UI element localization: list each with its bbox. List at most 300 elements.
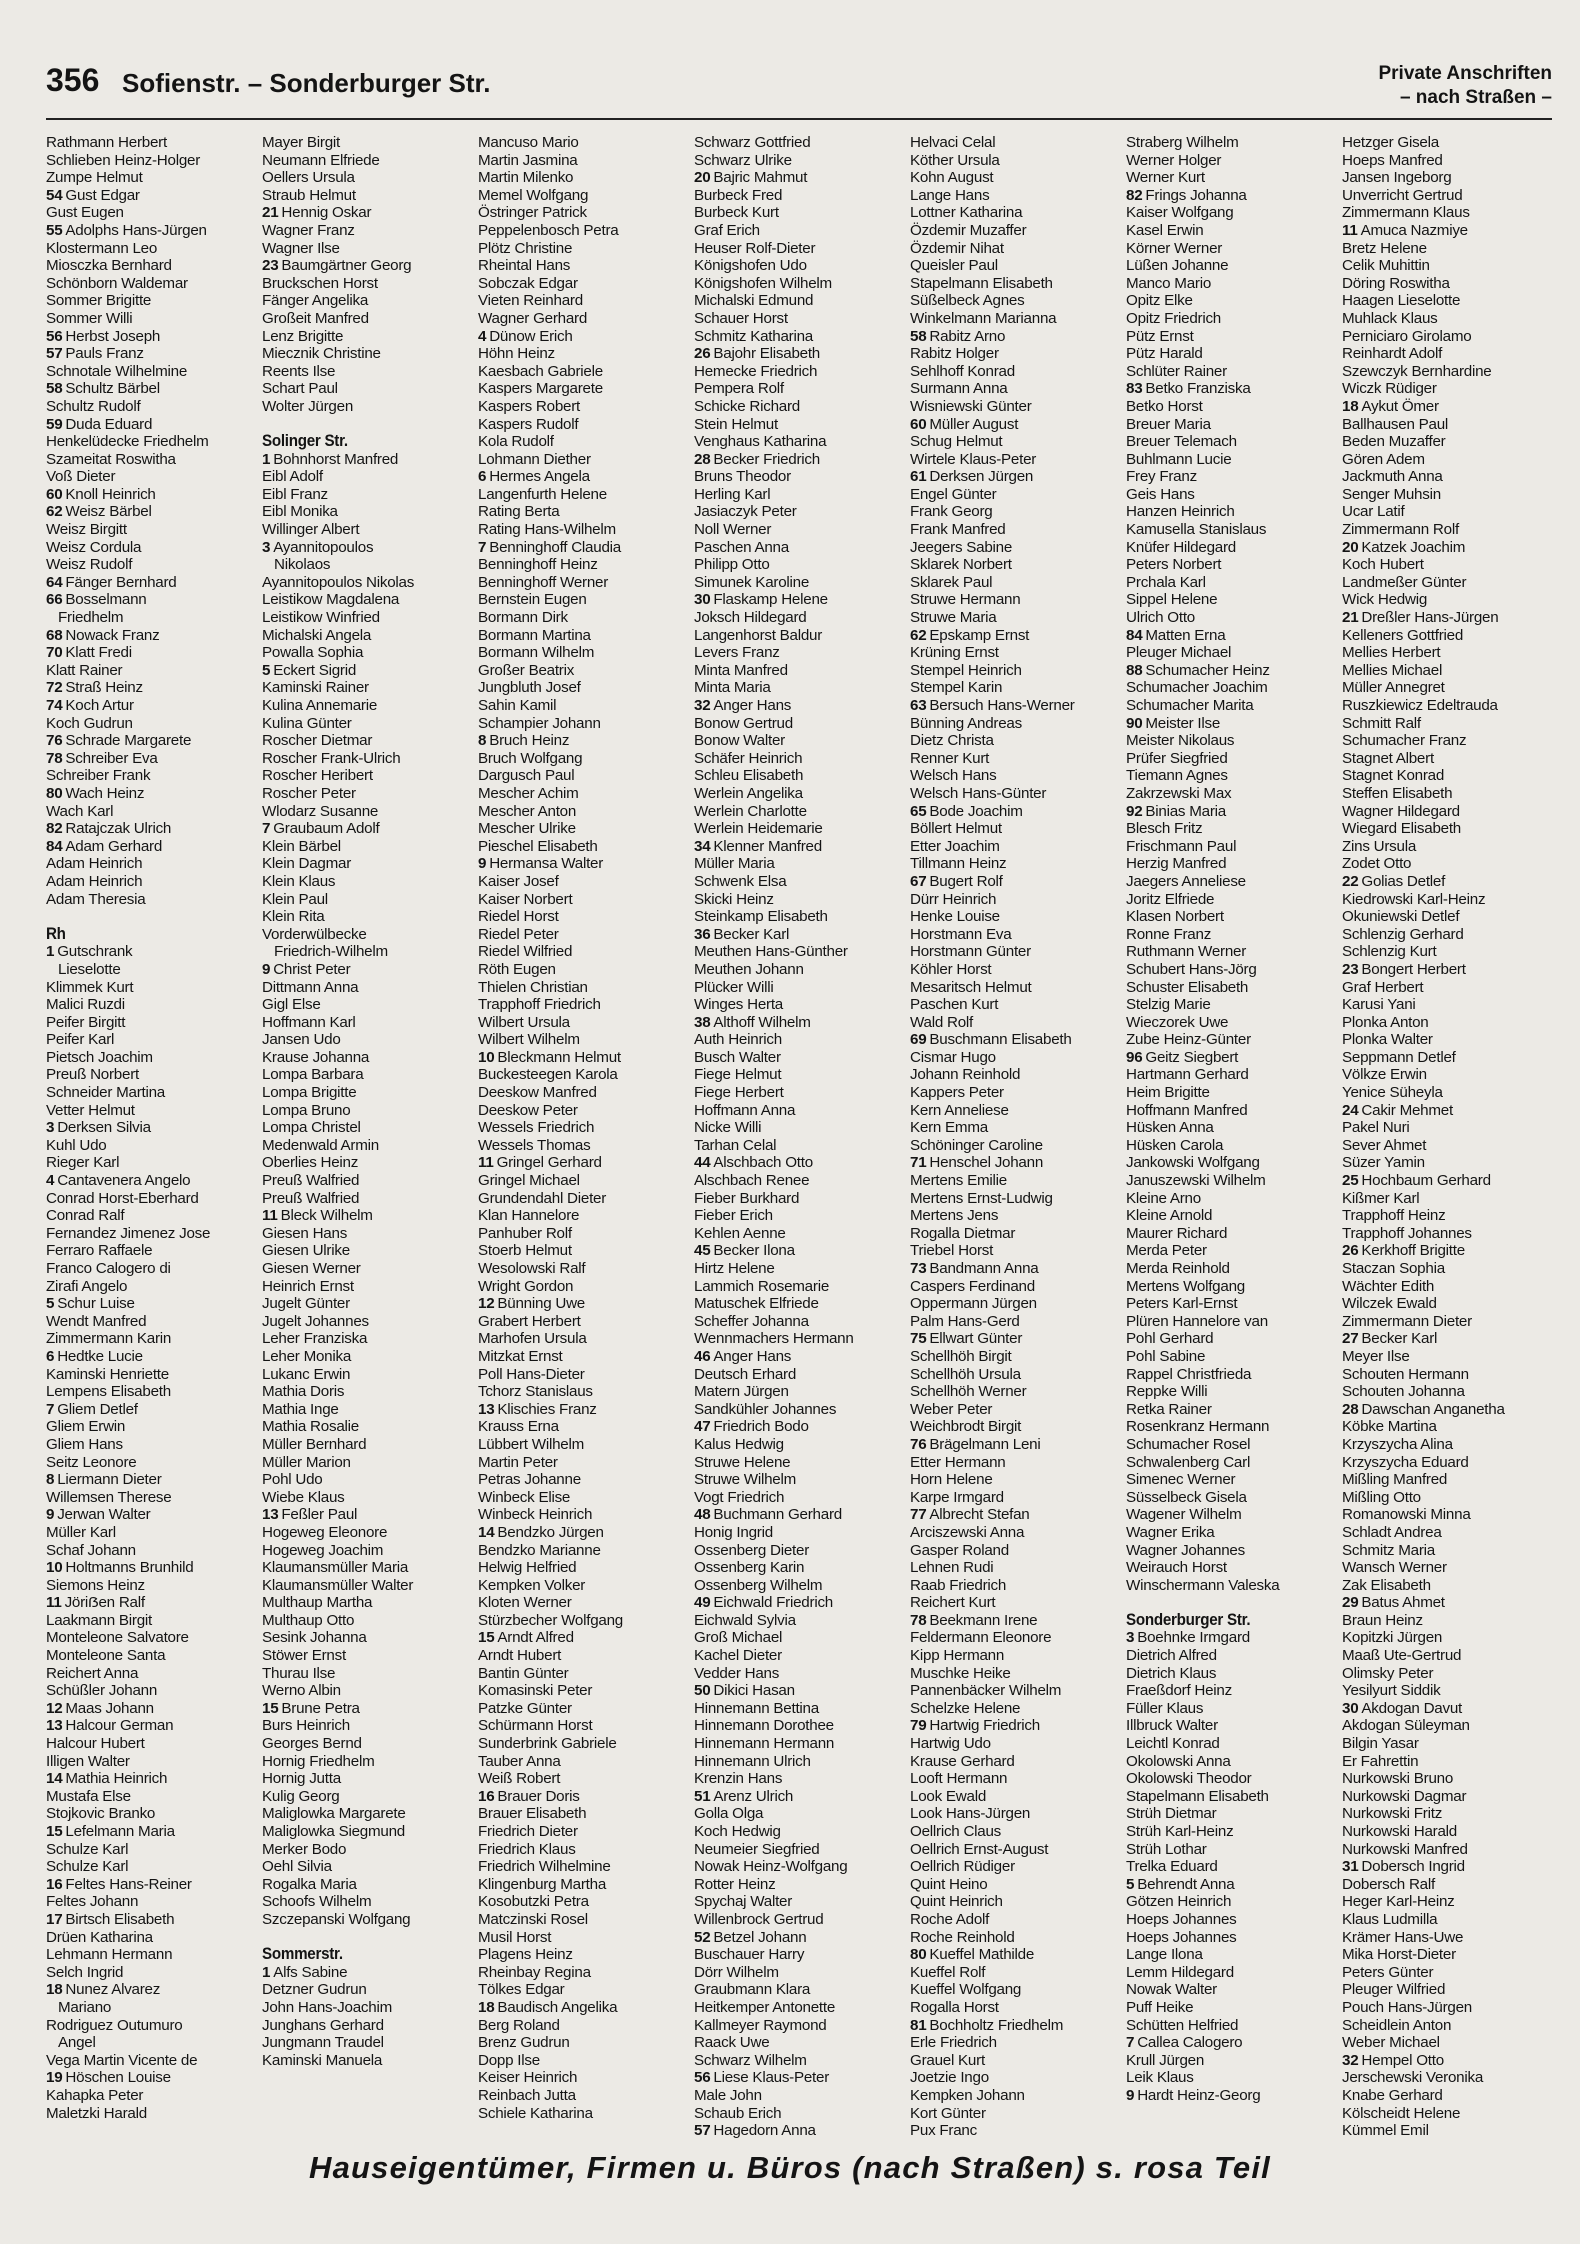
resident-entry xyxy=(478,521,690,539)
resident-name: Henke Louise xyxy=(910,908,1000,926)
resident-entry xyxy=(1342,1471,1554,1489)
resident-entry xyxy=(1126,1647,1338,1665)
resident-entry xyxy=(910,2087,1122,2105)
resident-name: Bendzko Marianne xyxy=(478,1541,601,1559)
resident-name: Mustafa Else xyxy=(46,1787,131,1805)
resident-name: Willenbrock Gertrud xyxy=(694,1910,824,1928)
resident-entry xyxy=(910,2052,1122,2070)
resident-entry xyxy=(1342,1172,1554,1190)
resident-entry xyxy=(1342,1682,1554,1700)
resident-entry xyxy=(1126,1964,1338,1982)
resident-entry xyxy=(1342,1665,1554,1683)
resident-entry xyxy=(910,275,1122,293)
resident-entry xyxy=(910,556,1122,574)
house-number: 34 xyxy=(694,837,711,855)
resident-name: Look Hans-Jürgen xyxy=(910,1805,1031,1823)
resident-entry xyxy=(478,134,690,152)
resident-entry xyxy=(694,1242,906,1260)
resident-entry xyxy=(1126,1559,1338,1577)
resident-name: Detzner Gudrun xyxy=(262,1981,367,1999)
resident-entry xyxy=(1126,240,1338,258)
resident-entry xyxy=(1342,2105,1554,2123)
house-number: 11 xyxy=(1342,221,1358,239)
resident-name: Kamusella Stanislaus xyxy=(1126,521,1267,539)
house-number: 52 xyxy=(694,1928,711,1946)
resident-name: Döring Roswitha xyxy=(1342,274,1450,292)
resident-entry xyxy=(1126,380,1338,398)
resident-name: Steinkamp Elisabeth xyxy=(694,908,828,926)
resident-name: Köbke Martina xyxy=(1342,1418,1437,1436)
resident-name: Becker Friedrich xyxy=(713,450,820,468)
resident-name: Schiele Katharina xyxy=(478,2104,593,2122)
resident-name: Rogalla Dietmar xyxy=(910,1224,1016,1242)
resident-entry xyxy=(694,152,906,170)
house-number: 70 xyxy=(46,644,63,662)
resident-entry xyxy=(478,1946,690,1964)
resident-name: Zimmermann Dieter xyxy=(1342,1312,1472,1330)
resident-entry xyxy=(1342,222,1554,240)
resident-name: Hochbaum Gerhard xyxy=(1361,1172,1491,1190)
resident-name: Bochholtz Friedhelm xyxy=(929,2016,1064,2034)
resident-name: Quint Heinrich xyxy=(910,1893,1003,1911)
resident-entry xyxy=(262,838,474,856)
resident-name: Brägelmann Leni xyxy=(929,1435,1041,1453)
resident-name: Koch Gudrun xyxy=(46,714,133,732)
resident-name: Jansen Ingeborg xyxy=(1342,169,1452,187)
resident-entry xyxy=(1342,767,1554,785)
resident-entry xyxy=(910,679,1122,697)
resident-entry xyxy=(46,1594,258,1612)
resident-name: Krüning Ernst xyxy=(910,644,999,662)
resident-entry xyxy=(1126,451,1338,469)
resident-name: Klimmek Kurt xyxy=(46,978,134,996)
resident-entry xyxy=(694,1014,906,1032)
resident-entry xyxy=(1126,1471,1338,1489)
house-number: 32 xyxy=(1342,2051,1359,2069)
resident-entry xyxy=(46,820,258,838)
resident-name: Straß Heinz xyxy=(65,679,143,697)
resident-entry xyxy=(478,574,690,592)
resident-entry xyxy=(694,803,906,821)
resident-entry xyxy=(694,2087,906,2105)
resident-entry xyxy=(1126,715,1338,733)
resident-name: Kulina Annemarie xyxy=(262,697,378,714)
resident-entry xyxy=(46,1929,258,1947)
resident-name: Fernandez Jimenez Jose xyxy=(46,1224,211,1242)
resident-name: Wilbert Wilhelm xyxy=(478,1031,580,1049)
resident-entry xyxy=(478,1066,690,1084)
resident-name: Nurkowski Bruno xyxy=(1342,1770,1454,1788)
house-number: 80 xyxy=(910,1946,927,1964)
resident-name: Nowak Walter xyxy=(1126,1981,1217,1999)
resident-entry xyxy=(478,1805,690,1823)
resident-name: Opitz Friedrich xyxy=(1126,309,1221,327)
house-number: 66 xyxy=(46,591,63,609)
resident-entry xyxy=(910,1454,1122,1472)
resident-name: Reinhardt Adolf xyxy=(1342,345,1443,363)
resident-entry xyxy=(46,152,258,170)
resident-name: Fieber Erich xyxy=(694,1207,773,1225)
resident-entry xyxy=(1126,1770,1338,1788)
house-number: 18 xyxy=(1342,397,1359,415)
house-number: 59 xyxy=(46,415,63,433)
resident-entry xyxy=(1126,1049,1338,1067)
resident-name: Eibl Monika xyxy=(262,503,338,521)
resident-name: Pempera Rolf xyxy=(694,380,784,398)
resident-name: Müller Annegret xyxy=(1342,679,1445,697)
resident-name: Pohl Gerhard xyxy=(1126,1330,1214,1348)
resident-entry xyxy=(262,1066,474,1084)
resident-name: Adam Heinrich xyxy=(46,872,143,890)
resident-entry xyxy=(46,1401,258,1419)
resident-name: Puff Heike xyxy=(1126,1998,1194,2016)
resident-entry xyxy=(910,2069,1122,2087)
resident-entry xyxy=(478,1665,690,1683)
resident-name: Kalus Hedwig xyxy=(694,1435,784,1453)
resident-entry xyxy=(478,1700,690,1718)
resident-entry xyxy=(46,539,258,557)
resident-name: Auth Heinrich xyxy=(694,1031,782,1049)
resident-name: Siemons Heinz xyxy=(46,1576,145,1594)
resident-name: Hinnemann Bettina xyxy=(694,1699,819,1717)
resident-name: Wennmachers Hermann xyxy=(694,1330,854,1348)
resident-entry xyxy=(1342,468,1554,486)
house-number: 6 xyxy=(478,468,487,486)
house-number: 11 xyxy=(478,1154,494,1172)
house-number: 49 xyxy=(694,1594,711,1612)
resident-name: Meister Nikolaus xyxy=(1126,732,1235,750)
resident-entry xyxy=(1342,363,1554,381)
resident-name: Schleu Elisabeth xyxy=(694,767,804,785)
resident-name: Powalla Sophia xyxy=(262,644,364,662)
resident-entry xyxy=(910,152,1122,170)
resident-entry xyxy=(694,433,906,451)
resident-name: Kerkhoff Brigitte xyxy=(1361,1242,1465,1260)
resident-entry xyxy=(1342,1383,1554,1401)
resident-name: Plonka Anton xyxy=(1342,1013,1429,1031)
resident-entry xyxy=(262,1682,474,1700)
resident-name: Wick Hedwig xyxy=(1342,591,1428,609)
resident-entry xyxy=(46,1629,258,1647)
resident-entry xyxy=(910,1049,1122,1067)
resident-name: John Hans-Joachim xyxy=(262,1998,392,2016)
resident-name: Steffen Elisabeth xyxy=(1342,784,1453,802)
house-number: 12 xyxy=(46,1699,63,1717)
house-number: 83 xyxy=(1126,380,1143,398)
resident-name: Klaumansmüller Walter xyxy=(262,1576,414,1594)
resident-entry xyxy=(46,1911,258,1929)
resident-name: Plagens Heinz xyxy=(478,1946,573,1964)
resident-name: Zimmermann Klaus xyxy=(1342,204,1470,222)
resident-entry xyxy=(910,257,1122,275)
resident-entry xyxy=(46,2052,258,2070)
resident-entry xyxy=(694,662,906,680)
resident-name: Martin Milenko xyxy=(478,169,574,187)
resident-name: Meuthen Johann xyxy=(694,960,804,978)
resident-name: Hogeweg Eleonore xyxy=(262,1523,388,1541)
resident-entry xyxy=(478,609,690,627)
resident-name: Reppke Willi xyxy=(1126,1383,1208,1401)
resident-entry xyxy=(46,345,258,363)
resident-name: Bretz Helene xyxy=(1342,239,1427,257)
resident-name: Hoffmann Karl xyxy=(262,1013,356,1031)
resident-entry xyxy=(1126,2087,1338,2105)
resident-name: Gringel Michael xyxy=(478,1172,580,1190)
resident-entry xyxy=(1126,679,1338,697)
resident-entry xyxy=(1126,1436,1338,1454)
resident-name: Helvaci Celal xyxy=(910,134,996,151)
resident-entry xyxy=(910,1418,1122,1436)
resident-entry xyxy=(910,644,1122,662)
resident-name: Ossenberg Karin xyxy=(694,1559,805,1577)
resident-entry xyxy=(1342,539,1554,557)
resident-entry xyxy=(478,1542,690,1560)
resident-entry xyxy=(478,662,690,680)
resident-name: Peters Karl-Ernst xyxy=(1126,1295,1238,1313)
resident-name: Skicki Heinz xyxy=(694,890,774,908)
resident-entry xyxy=(478,328,690,346)
resident-entry xyxy=(910,767,1122,785)
resident-name: Götzen Heinrich xyxy=(1126,1893,1232,1911)
resident-entry xyxy=(478,1401,690,1419)
resident-entry xyxy=(910,1014,1122,1032)
resident-name: Hornig Friedhelm xyxy=(262,1752,375,1770)
resident-entry xyxy=(46,468,258,486)
resident-name: Mescher Ulrike xyxy=(478,820,576,838)
resident-name: Werner Holger xyxy=(1126,151,1222,169)
resident-name: Stagnet Konrad xyxy=(1342,767,1445,785)
resident-name: Kallmeyer Raymond xyxy=(694,2016,827,2034)
resident-name: Bleckmann Helmut xyxy=(497,1048,621,1066)
resident-name: Raab Friedrich xyxy=(910,1576,1007,1594)
resident-name: Kaiser Wolfgang xyxy=(1126,204,1234,222)
resident-entry xyxy=(910,820,1122,838)
resident-name: Thielen Christian xyxy=(478,978,588,996)
resident-entry xyxy=(910,486,1122,504)
house-number: 9 xyxy=(478,855,487,873)
resident-name: Lübbert Wilhelm xyxy=(478,1435,584,1453)
resident-entry xyxy=(1126,2017,1338,2035)
resident-name: Krauss Erna xyxy=(478,1418,559,1436)
resident-name: Welsch Hans xyxy=(910,767,997,785)
resident-entry xyxy=(46,1348,258,1366)
resident-name: Junghans Gerhard xyxy=(262,2016,384,2034)
resident-name: Buschauer Harry xyxy=(694,1946,805,1964)
resident-name: Leher Monika xyxy=(262,1347,352,1365)
resident-name: Joksch Hildegard xyxy=(694,609,807,627)
resident-entry xyxy=(694,1876,906,1894)
resident-name: Trapphoff Friedrich xyxy=(478,996,601,1014)
resident-name: Sunderbrink Gabriele xyxy=(478,1735,617,1753)
resident-entry xyxy=(46,961,258,979)
resident-entry xyxy=(1126,1102,1338,1120)
resident-entry xyxy=(694,328,906,346)
resident-name: Paschen Kurt xyxy=(910,996,999,1014)
resident-entry xyxy=(478,416,690,434)
resident-entry xyxy=(478,1770,690,1788)
resident-name: Schmitt Ralf xyxy=(1342,714,1421,732)
resident-entry xyxy=(46,1577,258,1595)
resident-entry xyxy=(910,169,1122,187)
resident-name: Januszewski Wilhelm xyxy=(1126,1172,1266,1190)
resident-entry xyxy=(1342,1225,1554,1243)
resident-entry xyxy=(1126,2069,1338,2087)
resident-name: Erle Friedrich xyxy=(910,2034,997,2052)
resident-entry xyxy=(262,1911,474,1929)
resident-entry xyxy=(46,1066,258,1084)
resident-name: Leistikow Magdalena xyxy=(262,591,400,609)
resident-entry xyxy=(478,380,690,398)
resident-name: Mathia Inge xyxy=(262,1400,339,1418)
resident-name: Sehlhoff Konrad xyxy=(910,362,1015,380)
resident-name: Riedel Horst xyxy=(478,908,559,926)
resident-name: Okolowski Anna xyxy=(1126,1752,1231,1770)
house-number: 84 xyxy=(1126,626,1143,644)
resident-name: Engel Günter xyxy=(910,485,997,503)
resident-name: Rogalla Horst xyxy=(910,1998,999,2016)
resident-name: Conrad Horst-Eberhard xyxy=(46,1189,199,1207)
house-number: 28 xyxy=(1342,1400,1359,1418)
page-number: 356 xyxy=(46,62,100,98)
resident-name: Wach Heinz xyxy=(65,784,145,802)
house-number: 11 xyxy=(46,1594,62,1612)
resident-name: Adolphs Hans-Jürgen xyxy=(65,221,207,239)
resident-name: Gust Edgar xyxy=(65,186,140,204)
resident-entry xyxy=(262,1612,474,1630)
resident-name: Triebel Horst xyxy=(910,1242,994,1260)
resident-entry xyxy=(910,1489,1122,1507)
resident-name: Gliem Hans xyxy=(46,1435,123,1453)
resident-entry xyxy=(262,187,474,205)
resident-name: Philipp Otto xyxy=(694,556,770,574)
resident-entry xyxy=(1126,891,1338,909)
resident-entry xyxy=(910,328,1122,346)
resident-entry xyxy=(1342,1946,1554,1964)
resident-name: Birtsch Elisabeth xyxy=(65,1910,175,1928)
resident-entry xyxy=(910,1753,1122,1771)
resident-name: Lemm Hildegard xyxy=(1126,1963,1234,1981)
resident-entry xyxy=(910,503,1122,521)
resident-name: Levers Franz xyxy=(694,644,780,662)
resident-name: Miosczka Bernhard xyxy=(46,257,172,275)
resident-entry xyxy=(910,1225,1122,1243)
resident-entry xyxy=(1342,240,1554,258)
resident-name: Jöriẞen Ralf xyxy=(64,1594,145,1612)
resident-entry xyxy=(1126,1031,1338,1049)
resident-entry xyxy=(478,697,690,715)
resident-entry xyxy=(46,1313,258,1331)
resident-name: Wright Gordon xyxy=(478,1277,574,1295)
resident-name: Amuca Nazmiye xyxy=(1360,221,1468,239)
resident-name: Kehlen Aenne xyxy=(694,1224,786,1242)
resident-name: Klein Klaus xyxy=(262,872,336,890)
resident-name: Hetzger Gisela xyxy=(1342,134,1439,151)
house-number: 63 xyxy=(910,697,927,714)
resident-name: Feltes Johann xyxy=(46,1893,139,1911)
resident-name: Stempel Heinrich xyxy=(910,661,1022,679)
resident-entry xyxy=(694,398,906,416)
resident-entry xyxy=(1342,1629,1554,1647)
resident-name: Venghaus Katharina xyxy=(694,433,827,451)
resident-entry xyxy=(46,1436,258,1454)
resident-name: Lüßen Johanne xyxy=(1126,257,1229,275)
resident-name: Ayannitopoulos Nikolas xyxy=(262,573,415,591)
resident-name: Ucar Latif xyxy=(1342,503,1405,521)
resident-name: Buchmann Gerhard xyxy=(713,1506,842,1524)
resident-entry xyxy=(1342,943,1554,961)
resident-name: Feltes Hans-Reiner xyxy=(65,1875,192,1893)
resident-entry xyxy=(694,134,906,152)
resident-name: Noll Werner xyxy=(694,521,772,539)
resident-entry xyxy=(1126,1084,1338,1102)
house-number: 77 xyxy=(910,1506,927,1524)
resident-name: Alschbach Renee xyxy=(694,1172,810,1190)
resident-name: Struwe Helene xyxy=(694,1453,791,1471)
resident-name: Friedrich Wilhelmine xyxy=(478,1858,611,1876)
resident-name: Lempens Elisabeth xyxy=(46,1383,171,1401)
resident-name: Hoeps Johannes xyxy=(1126,1928,1237,1946)
resident-entry xyxy=(262,1788,474,1806)
resident-entry xyxy=(1126,609,1338,627)
resident-entry xyxy=(1126,556,1338,574)
resident-name: Langenhorst Baldur xyxy=(694,626,823,644)
resident-name: Romanowski Minna xyxy=(1342,1506,1471,1524)
resident-name: Arenz Ulrich xyxy=(713,1787,794,1805)
resident-entry xyxy=(1126,257,1338,275)
house-number: 88 xyxy=(1126,661,1143,679)
resident-name: Boehnke Irmgard xyxy=(1137,1629,1250,1647)
section-title xyxy=(1378,62,1552,110)
resident-name: Klein Bärbel xyxy=(262,837,341,855)
house-number: 5 xyxy=(46,1295,55,1313)
house-number: 60 xyxy=(46,485,63,503)
resident-name: Groß Michael xyxy=(694,1629,783,1647)
resident-entry xyxy=(262,2017,474,2035)
resident-name: Ballhausen Paul xyxy=(1342,415,1449,433)
resident-entry xyxy=(1342,1858,1554,1876)
resident-name: Surmann Anna xyxy=(910,380,1008,398)
resident-entry xyxy=(478,1735,690,1753)
resident-name: Katzek Joachim xyxy=(1361,538,1466,556)
house-number: 7 xyxy=(478,538,487,556)
resident-entry xyxy=(1126,1577,1338,1595)
house-number: 71 xyxy=(910,1154,927,1172)
resident-entry xyxy=(262,1858,474,1876)
resident-entry xyxy=(478,767,690,785)
resident-entry xyxy=(1342,1084,1554,1102)
resident-entry xyxy=(694,1788,906,1806)
resident-entry xyxy=(910,1559,1122,1577)
resident-entry xyxy=(478,539,690,557)
resident-name: Gören Adem xyxy=(1342,450,1425,468)
resident-name: Braun Heinz xyxy=(1342,1611,1423,1629)
resident-name: Pieschel Elisabeth xyxy=(478,837,598,855)
house-number: 68 xyxy=(46,626,63,644)
resident-name: Krenzin Hans xyxy=(694,1770,783,1788)
resident-entry xyxy=(1342,1770,1554,1788)
resident-entry xyxy=(1342,1190,1554,1208)
house-number: 16 xyxy=(46,1875,63,1893)
resident-name: Althoff Wilhelm xyxy=(713,1013,811,1031)
resident-name: Nurkowski Harald xyxy=(1342,1823,1458,1840)
resident-name: Ossenberg Wilhelm xyxy=(694,1576,823,1594)
resident-entry xyxy=(694,1682,906,1700)
resident-entry xyxy=(478,591,690,609)
resident-name: Winschermann Valeska xyxy=(1126,1576,1280,1594)
resident-entry xyxy=(694,1119,906,1137)
resident-name: Caspers Ferdinand xyxy=(910,1277,1035,1295)
resident-entry xyxy=(46,1454,258,1472)
